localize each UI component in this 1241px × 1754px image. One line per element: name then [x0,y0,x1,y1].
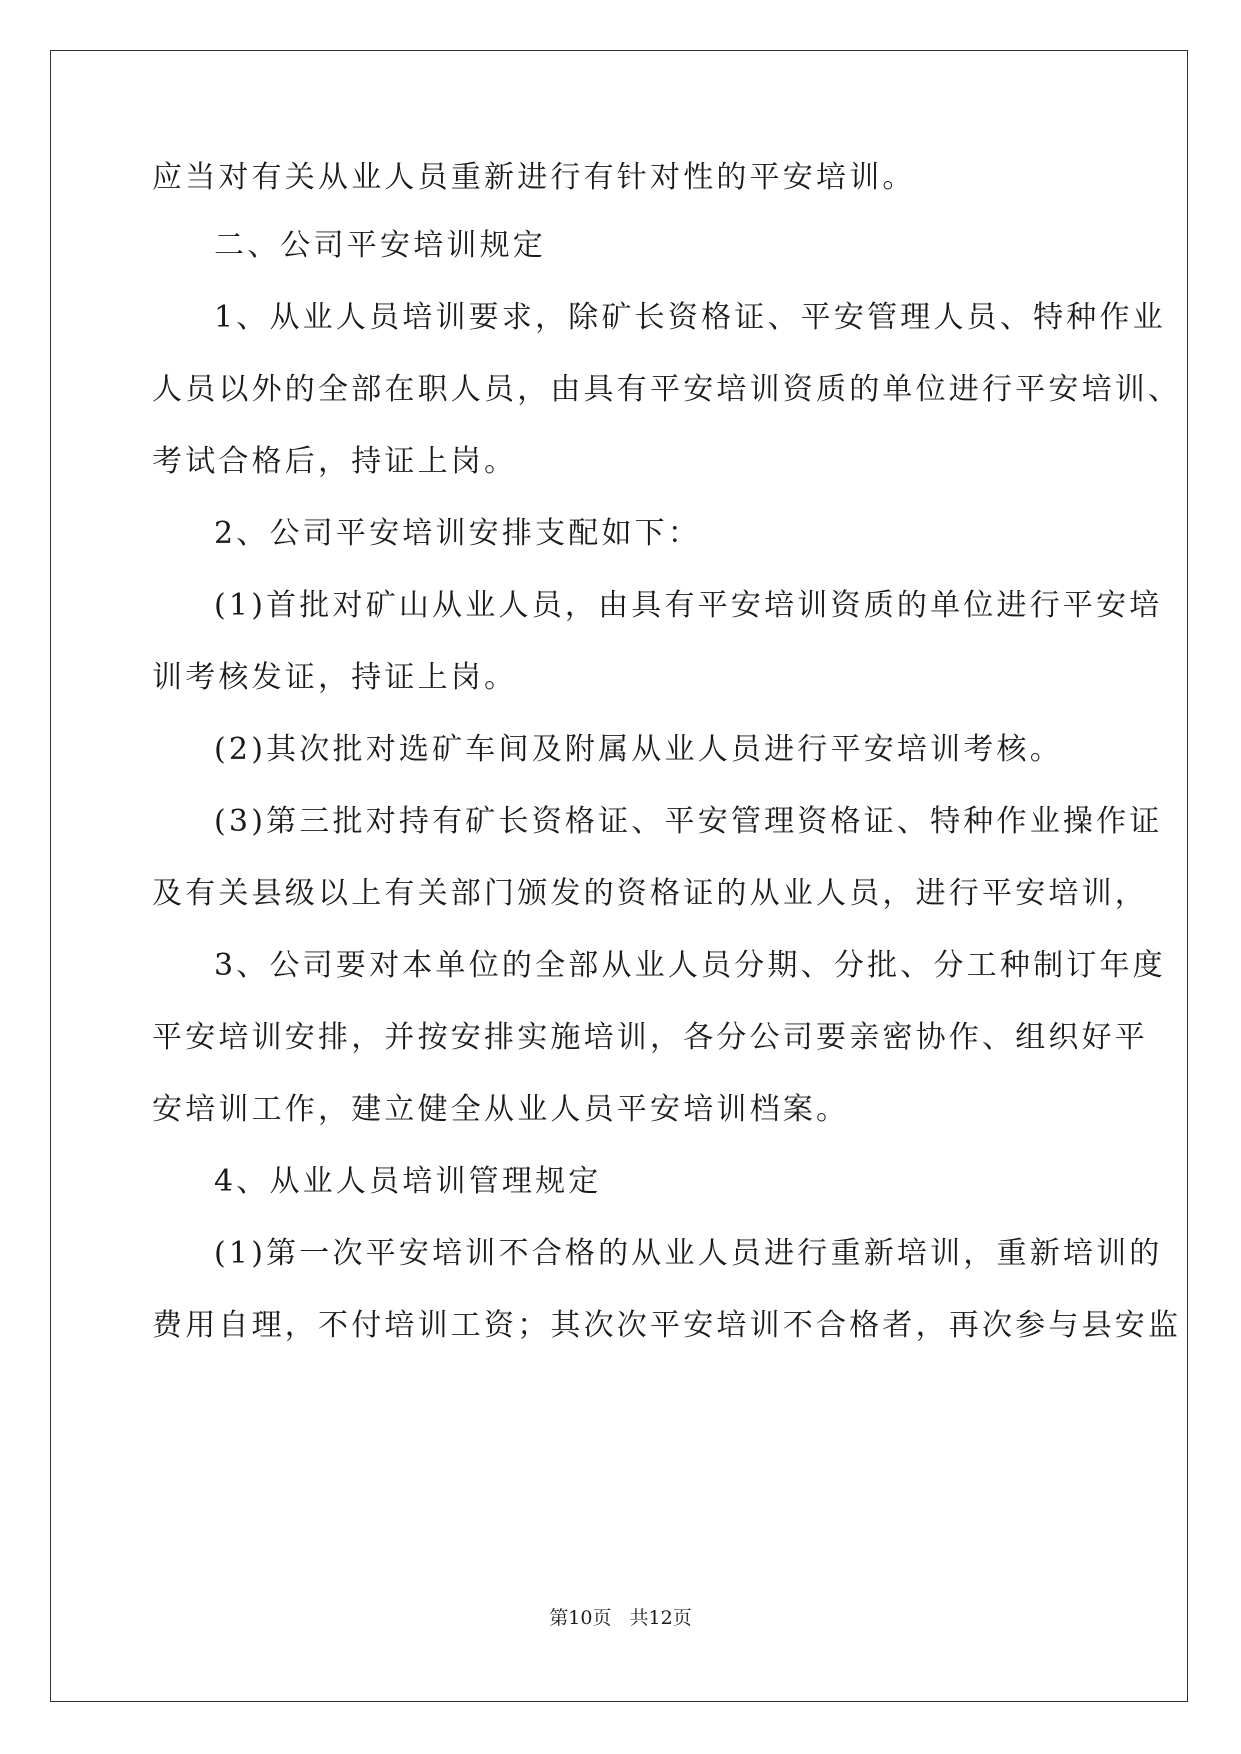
section-heading: 二、公司平安培训规定 [214,228,546,263]
paragraph-line: (1)第一次平安培训不合格的从业人员进行重新培训，重新培训的 [214,1236,1163,1271]
paragraph-line: 考试合格后，持证上岗。 [152,444,518,479]
paragraph-line: (2)其次批对选矿车间及附属从业人员进行平安培训考核。 [214,732,1063,767]
page-number: 第10页 [549,1607,612,1629]
paragraph-line: 安培训工作，建立健全从业人员平安培训档案。 [152,1092,850,1127]
page-footer [0,1606,1241,1630]
paragraph-line: 1、从业人员培训要求，除矿长资格证、平安管理人员、特种作业 [214,300,1166,335]
paragraph-line: (1)首批对矿山从业人员，由具有平安培训资质的单位进行平安培 [214,588,1163,623]
page-total: 共12页 [629,1607,692,1629]
section-heading: 4、从业人员培训管理规定 [214,1164,602,1199]
paragraph-line: 及有关县级以上有关部门颁发的资格证的从业人员，进行平安培训， [152,876,1148,911]
paragraph-line: 人员以外的全部在职人员，由具有平安培训资质的单位进行平安培训、 [152,372,1182,407]
paragraph-line: (3)第三批对持有矿长资格证、平安管理资格证、特种作业操作证 [214,804,1163,839]
paragraph-line: 3、公司要对本单位的全部从业人员分期、分批、分工种制订年度 [214,948,1166,983]
paragraph-line: 平安培训安排，并按安排实施培训，各分公司要亲密协作、组织好平 [152,1020,1148,1055]
paragraph-line: 2、公司平安培训安排支配如下： [214,516,702,551]
paragraph-line: 费用自理，不付培训工资；其次次平安培训不合格者，再次参与县安监 [152,1308,1182,1343]
paragraph-line: 训考核发证，持证上岗。 [152,660,518,695]
paragraph-line: 应当对有关从业人员重新进行有针对性的平安培训。 [152,160,916,195]
